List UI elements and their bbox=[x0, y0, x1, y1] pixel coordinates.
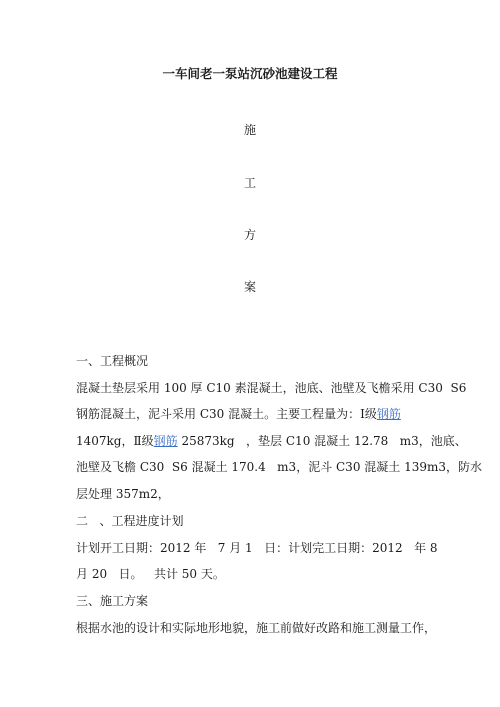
paragraph-line: 根据水池的设计和实际地形地貌，施工前做好改路和施工测量工作， bbox=[76, 621, 437, 635]
vertical-title-char: 案 bbox=[243, 280, 256, 294]
steel-bar-link[interactable]: 钢筋 bbox=[376, 407, 401, 421]
text-span: 1407kg，Ⅱ级 bbox=[76, 434, 154, 448]
paragraph-line: 混凝土垫层采用 100 厚 C10 素混凝土，池底、池壁及飞檐采用 C30 S6 bbox=[76, 381, 467, 395]
section-heading: 一、工程概况 bbox=[76, 354, 149, 368]
vertical-title-char: 方 bbox=[243, 228, 256, 242]
paragraph-line: 月 20 日。 共计 50 天。 bbox=[76, 567, 225, 581]
section-heading: 二 、工程进度计划 bbox=[76, 514, 184, 528]
steel-bar-link[interactable]: 钢筋 bbox=[153, 434, 178, 448]
document-title: 一车间老一泵站沉砂池建设工程 bbox=[162, 66, 338, 81]
text-span: 钢筋混凝土，泥斗采用 C30 混凝土。主要工程量为：Ⅰ级 bbox=[76, 407, 377, 421]
paragraph-line bbox=[76, 406, 401, 422]
paragraph-line: 层处理 357m2， bbox=[76, 487, 170, 501]
paragraph-line bbox=[76, 433, 467, 449]
text-span: 25873kg ，垫层 C10 混凝土 12.78 m3，池底、 bbox=[177, 434, 467, 448]
vertical-title-char: 工 bbox=[243, 176, 256, 190]
section-heading: 三、施工方案 bbox=[76, 594, 149, 608]
paragraph-line: 池壁及飞檐 C30 S6 混凝土 170.4 m3，泥斗 C30 混凝土 139m3，防水 bbox=[76, 460, 483, 474]
paragraph-line: 计划开工日期：2012 年 7 月 1 日：计划完工日期：2012 年 8 bbox=[76, 541, 438, 555]
vertical-title-char: 施 bbox=[243, 123, 256, 137]
